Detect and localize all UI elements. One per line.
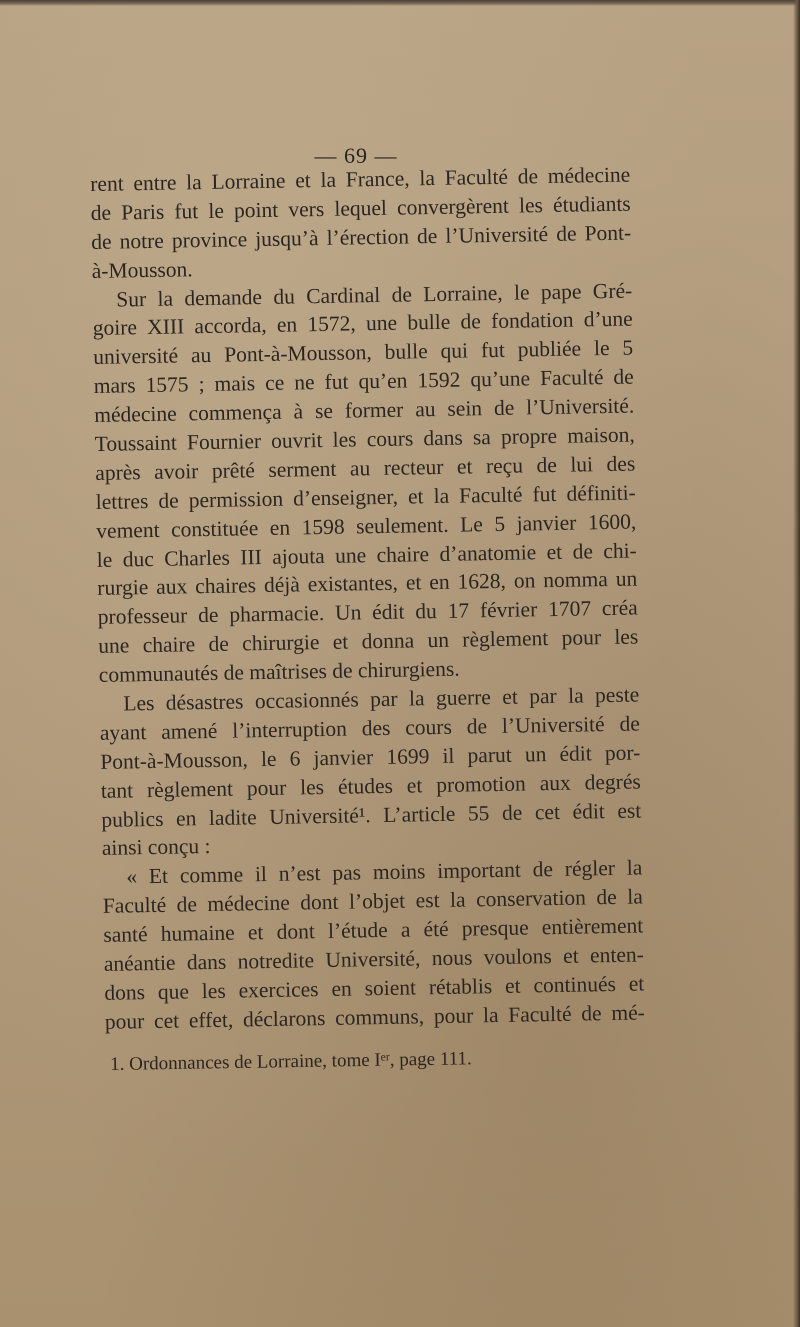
text-line: de Paris fut le point vers lequel convergèrent les étudiants (90, 191, 631, 225)
text-line: rurgie aux chaires déjà existantes, et en 1628, on nomma un (97, 566, 638, 601)
page-right-edge (793, 0, 800, 1327)
text-line: professeur de pharmacie. Un édit du 17 février 1707 créa (97, 595, 638, 630)
text-line: université au Pont-à-Mousson, bulle qui fut publiée le 5 (93, 335, 634, 370)
text-line: tant règlement pour les études et promotion aux degrés (100, 769, 641, 803)
text-line: goire XIII accorda, en 1572, une bulle de fondation d’une (92, 307, 633, 341)
text-line: communautés de maîtrises de chirurgiens. (98, 656, 460, 688)
text-line: le duc Charles III ajouta une chaire d’anatomie et de chi- (96, 538, 637, 572)
text-line: de notre province jusqu’à l’érection de l’Université de Pont- (91, 220, 632, 254)
text-line: Les désastres occasionnés par la guerre et par la peste (123, 682, 640, 716)
text-line: ainsi conçu : (101, 834, 211, 861)
text-line: ayant amené l’interruption des cours de l’Université de (99, 711, 640, 745)
text-line: Pont-à-Mousson, le 6 janvier 1699 il parut un édit por- (100, 740, 641, 774)
text-line: médecine commença à se former au sein de l’Université. (94, 393, 635, 428)
body-text (90, 161, 645, 1037)
page-number: — 69 — (314, 143, 398, 168)
text-line: rent entre la Lorraine et la France, la Faculté de médecine (90, 162, 631, 196)
text-line: « Et comme il n’est pas moins important de régler la (126, 855, 643, 889)
text-line: mars 1575 ; mais ce ne fut qu’en 1592 qu’une Faculté de (93, 364, 634, 399)
text-line: Faculté de médecine dont l’objet est la conservation de la (102, 884, 643, 919)
text-line: dons que les exercices en soient rétablis et continués et (104, 971, 645, 1005)
text-line: Sur la demande du Cardinal de Lorraine, le pape Gré- (116, 278, 633, 312)
text-line: une chaire de chirurgie et donna un règlement pour les (98, 624, 639, 659)
text-line: après avoir prêté serment au recteur et reçu de lui des (95, 451, 636, 485)
text-line: Toussaint Fournier ouvrit les cours dans sa propre maison, (94, 422, 635, 456)
text-line: pour cet effet, déclarons communs, pour la Faculté de mé- (104, 1000, 645, 1034)
footnote: 1. Ordonnances de Lorraine, tome Iᵉʳ, page 111. (110, 1048, 472, 1075)
text-line: santé humaine et dont l’étude a été presque entièrement (103, 913, 644, 948)
page-top-edge (0, 0, 800, 6)
text-line: publics en ladite Université¹. L’article 55 de cet édit est (101, 798, 642, 832)
text-line: lettres de permission d’enseigner, et la Faculté fut définiti- (95, 480, 636, 514)
text-line: à-Mousson. (91, 256, 193, 283)
text-line: vement constituée en 1598 seulement. Le 5 janvier 1600, (96, 509, 637, 543)
text-line: anéantie dans notredite Université, nous voulons et enten- (103, 942, 644, 976)
